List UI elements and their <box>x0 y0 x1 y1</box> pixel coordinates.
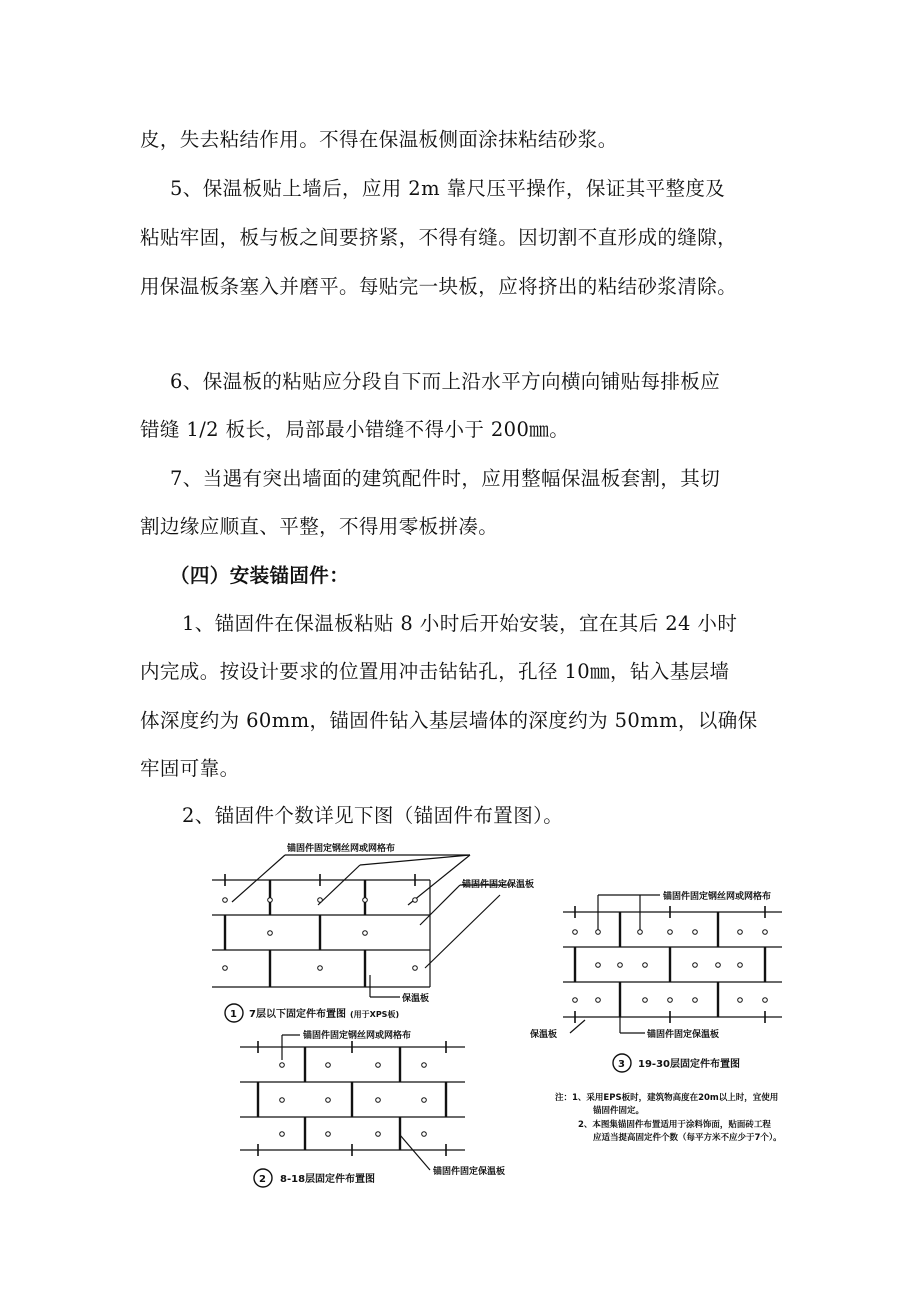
d1-number: 1 <box>230 1009 237 1020</box>
section-heading: （四）安装锚固件： <box>170 564 350 587</box>
diagram-2 <box>240 1035 465 1187</box>
paragraph-line: 内完成。按设计要求的位置用冲击钻钻孔，孔径 10㎜，钻入基层墙 <box>140 660 730 683</box>
d3-board-fix-label: 锚固件固定保温板 <box>647 1030 720 1040</box>
d1-caption-small: (用于XPS板) <box>350 1010 400 1019</box>
paragraph-line: 6、保温板的粘贴应分段自下而上沿水平方向横向铺贴每排板应 <box>170 370 721 393</box>
d2-mesh-label: 锚固件固定钢丝网或网格布 <box>303 1031 412 1041</box>
paragraph-line: 2、锚固件个数详见下图（锚固件布置图）。 <box>182 804 564 827</box>
figure-note: 应适当提高固定件个数（每平方米不应少于7个）。 <box>593 1133 782 1143</box>
figure-note: 锚固件固定。 <box>593 1106 645 1116</box>
d2-number: 2 <box>259 1174 266 1185</box>
figure-note: 注：1、采用EPS板时，建筑物高度在20m以上时，宜使用 <box>555 1093 779 1103</box>
paragraph-line: 割边缘应顺直、平整，不得用零板拼凑。 <box>140 515 499 538</box>
diagram-3 <box>563 895 782 1072</box>
d3-mesh-label: 锚固件固定钢丝网或网格布 <box>663 892 772 902</box>
d1-caption: 7层以下固定件布置图 <box>249 1009 346 1020</box>
paragraph-line: 粘贴牢固，板与板之间要挤紧，不得有缝。因切割不直形成的缝隙， <box>140 226 738 249</box>
d1-board-label: 保温板 <box>402 994 430 1004</box>
d3-caption: 19-30层固定件布置图 <box>638 1059 740 1070</box>
d2-board-fix-label: 锚固件固定保温板 <box>433 1167 506 1177</box>
paragraph-line: 皮，失去粘结作用。不得在保温板侧面涂抹粘结砂浆。 <box>140 128 618 151</box>
d3-board-label: 保温板 <box>530 1030 558 1040</box>
paragraph-line: 牢固可靠。 <box>140 757 240 780</box>
d3-number: 3 <box>618 1059 625 1070</box>
figure-note: 2、本图集锚固件布置适用于涂料饰面，贴面砖工程 <box>578 1120 771 1130</box>
paragraph-line: 1、锚固件在保温板粘贴 8 小时后开始安装，宜在其后 24 小时 <box>182 612 738 635</box>
paragraph-line: 体深度约为 60mm，锚固件钻入基层墙体的深度约为 50mm，以确保 <box>140 709 758 732</box>
paragraph-line: 错缝 1/2 板长，局部最小错缝不得小于 200㎜。 <box>140 418 570 441</box>
d2-caption: 8-18层固定件布置图 <box>280 1174 376 1185</box>
paragraph-line: 用保温板条塞入并磨平。每贴完一块板，应将挤出的粘结砂浆清除。 <box>140 275 738 298</box>
paragraph-line: 7、当遇有突出墙面的建筑配件时，应用整幅保温板套割，其切 <box>170 467 721 490</box>
d1-mesh-label: 锚固件固定钢丝网或网格布 <box>287 844 396 854</box>
paragraph-line: 5、保温板贴上墙后，应用 2m 靠尺压平操作，保证其平整度及 <box>170 177 726 200</box>
d1-board-fix-label: 锚固件固定保温板 <box>462 880 535 890</box>
